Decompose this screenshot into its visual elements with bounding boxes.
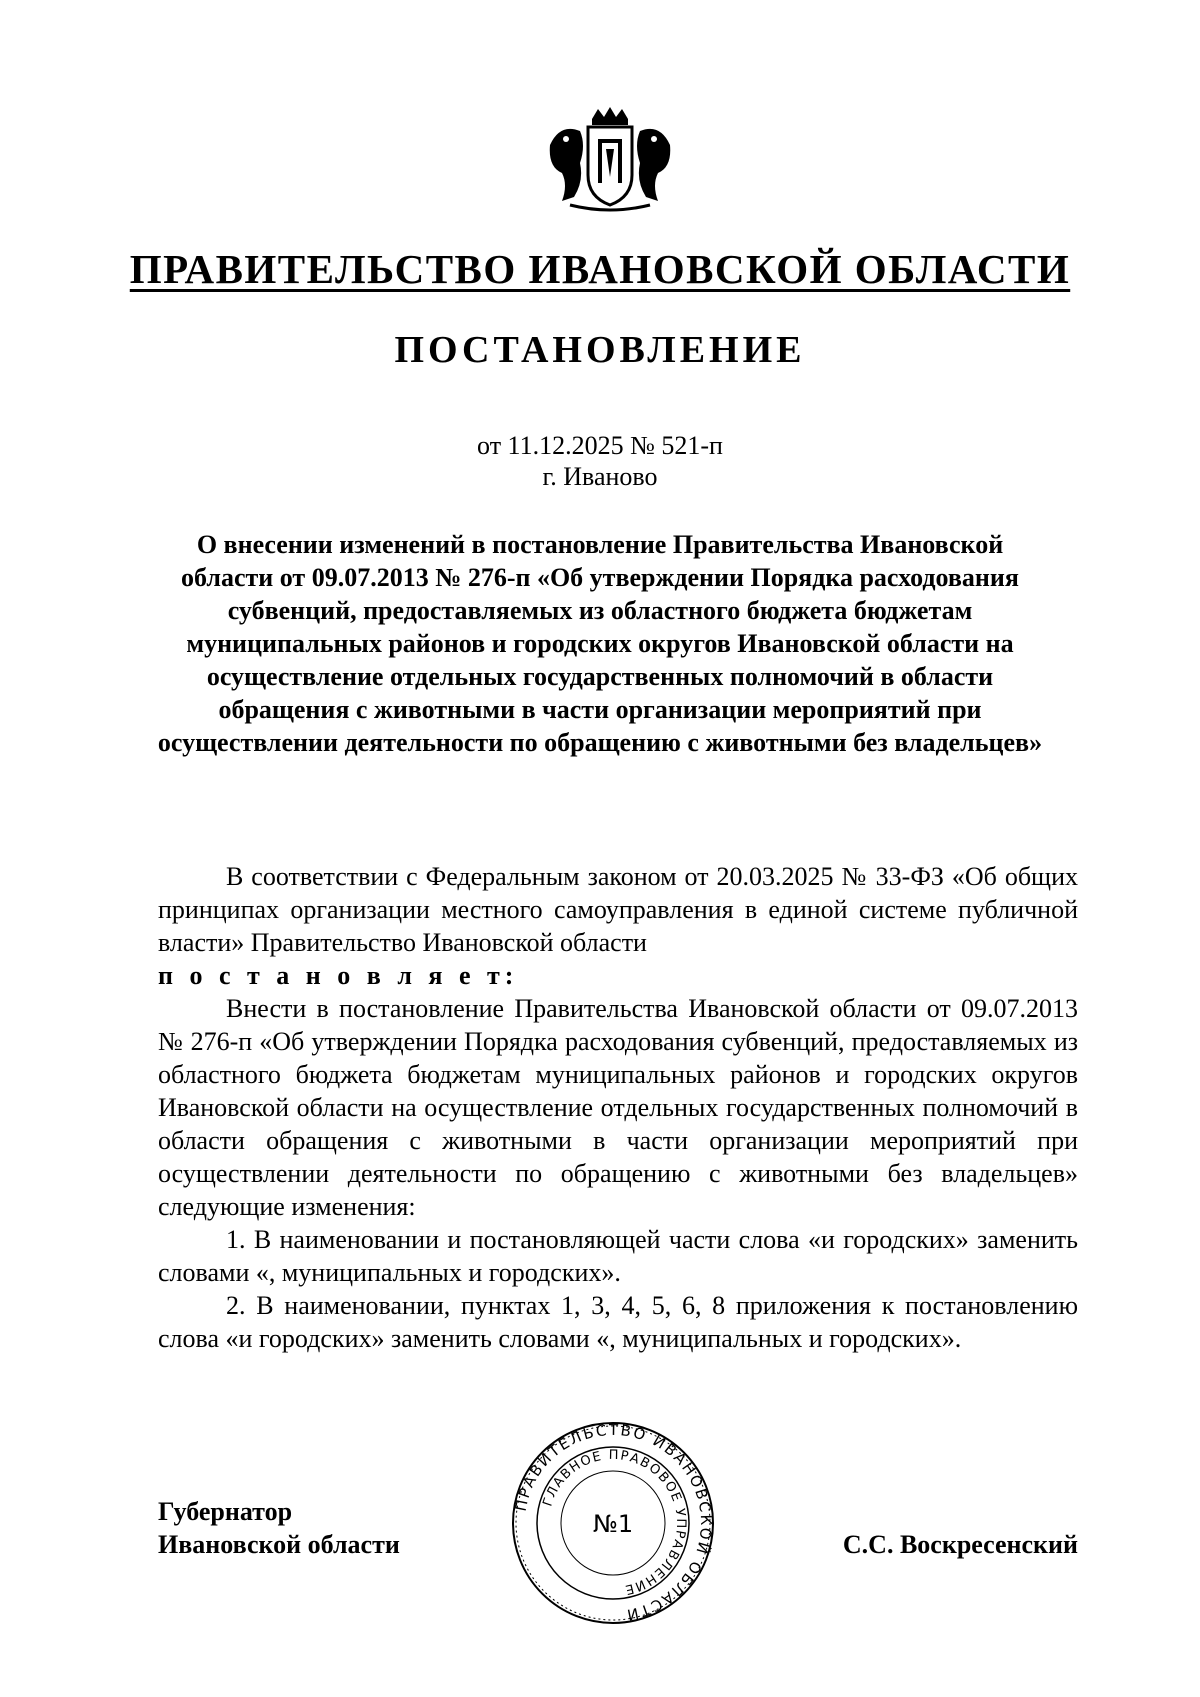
stamp-number: №1 [592, 1510, 634, 1538]
signatory-name: С.С. Воскресенский [842, 1530, 1078, 1559]
official-stamp [508, 1418, 718, 1628]
stamp-inner-text: ГЛАВНОЕ ПРАВОВОЕ УПРАВЛЕНИЕ [540, 1447, 689, 1598]
decree-word: п о с т а н о в л я е т: [158, 961, 519, 990]
decree-paragraph [158, 959, 1078, 992]
signatory-position [158, 1495, 400, 1561]
document-type: ПОСТАНОВЛЕНИЕ [394, 329, 806, 371]
preamble-text: В соответствии с Федеральным законом от 20.03.2025 № 33-ФЗ «Об общих принципах организации местного самоуправления в единой системе публичной власти» Правительство Ивановской области [158, 862, 1078, 957]
intro-paragraph: Внести в постановление Правительства Ивановской области от 09.07.2013 № 276-п «Об утверждении Порядка расходования субвенций, предоставляемых из областного бюджета бюджетам муниципальных районов и городских округов Ивановской области на осуществление отдельных государственных полномочий в области обращения с животными в части организации мероприятий при осуществлении деятельности по обращению с животными без владельцев» следующие изменения: [158, 994, 1078, 1221]
stamp-outer-text: ПРАВИТЕЛЬСТВО ИВАНОВСКОЙ ОБЛАСТИ [511, 1420, 716, 1625]
government-title: ПРАВИТЕЛЬСТВО ИВАНОВСКОЙ ОБЛАСТИ [129, 246, 1071, 292]
coat-of-arms-icon [540, 105, 680, 215]
document-body [158, 860, 1078, 1355]
item-2-paragraph: 2. В наименовании, пунктах 1, 3, 4, 5, 6, 8 приложения к постановлению слова «и городских» заменить словами «, муниципальных и городских». [158, 1291, 1078, 1353]
item-1-paragraph: 1. В наименовании и постановляющей части слова «и городских» заменить словами «, муниципальных и городских». [158, 1225, 1078, 1287]
signatory-position-line1: Губернатор [158, 1497, 293, 1526]
document-subject: О внесении изменений в постановление Правительства Ивановской области от 09.07.2013 № 276-п «Об утверждении Порядка расходования субвенций, предоставляемых из областного бюджета бюджетам муниципальных районов и городских округов Ивановской области на осуществление отдельных государственных полномочий в области обращения с животными в части организации мероприятий при осуществлении деятельности по обращению с животными без владельцев» [157, 530, 1043, 757]
city-text: г. Иваново [542, 462, 658, 491]
date-number-text: от 11.12.2025 № 521-п [477, 431, 723, 460]
document-date-number [0, 430, 1200, 492]
preamble-paragraph [158, 860, 1078, 959]
signatory-position-line2: Ивановской области [158, 1530, 400, 1559]
